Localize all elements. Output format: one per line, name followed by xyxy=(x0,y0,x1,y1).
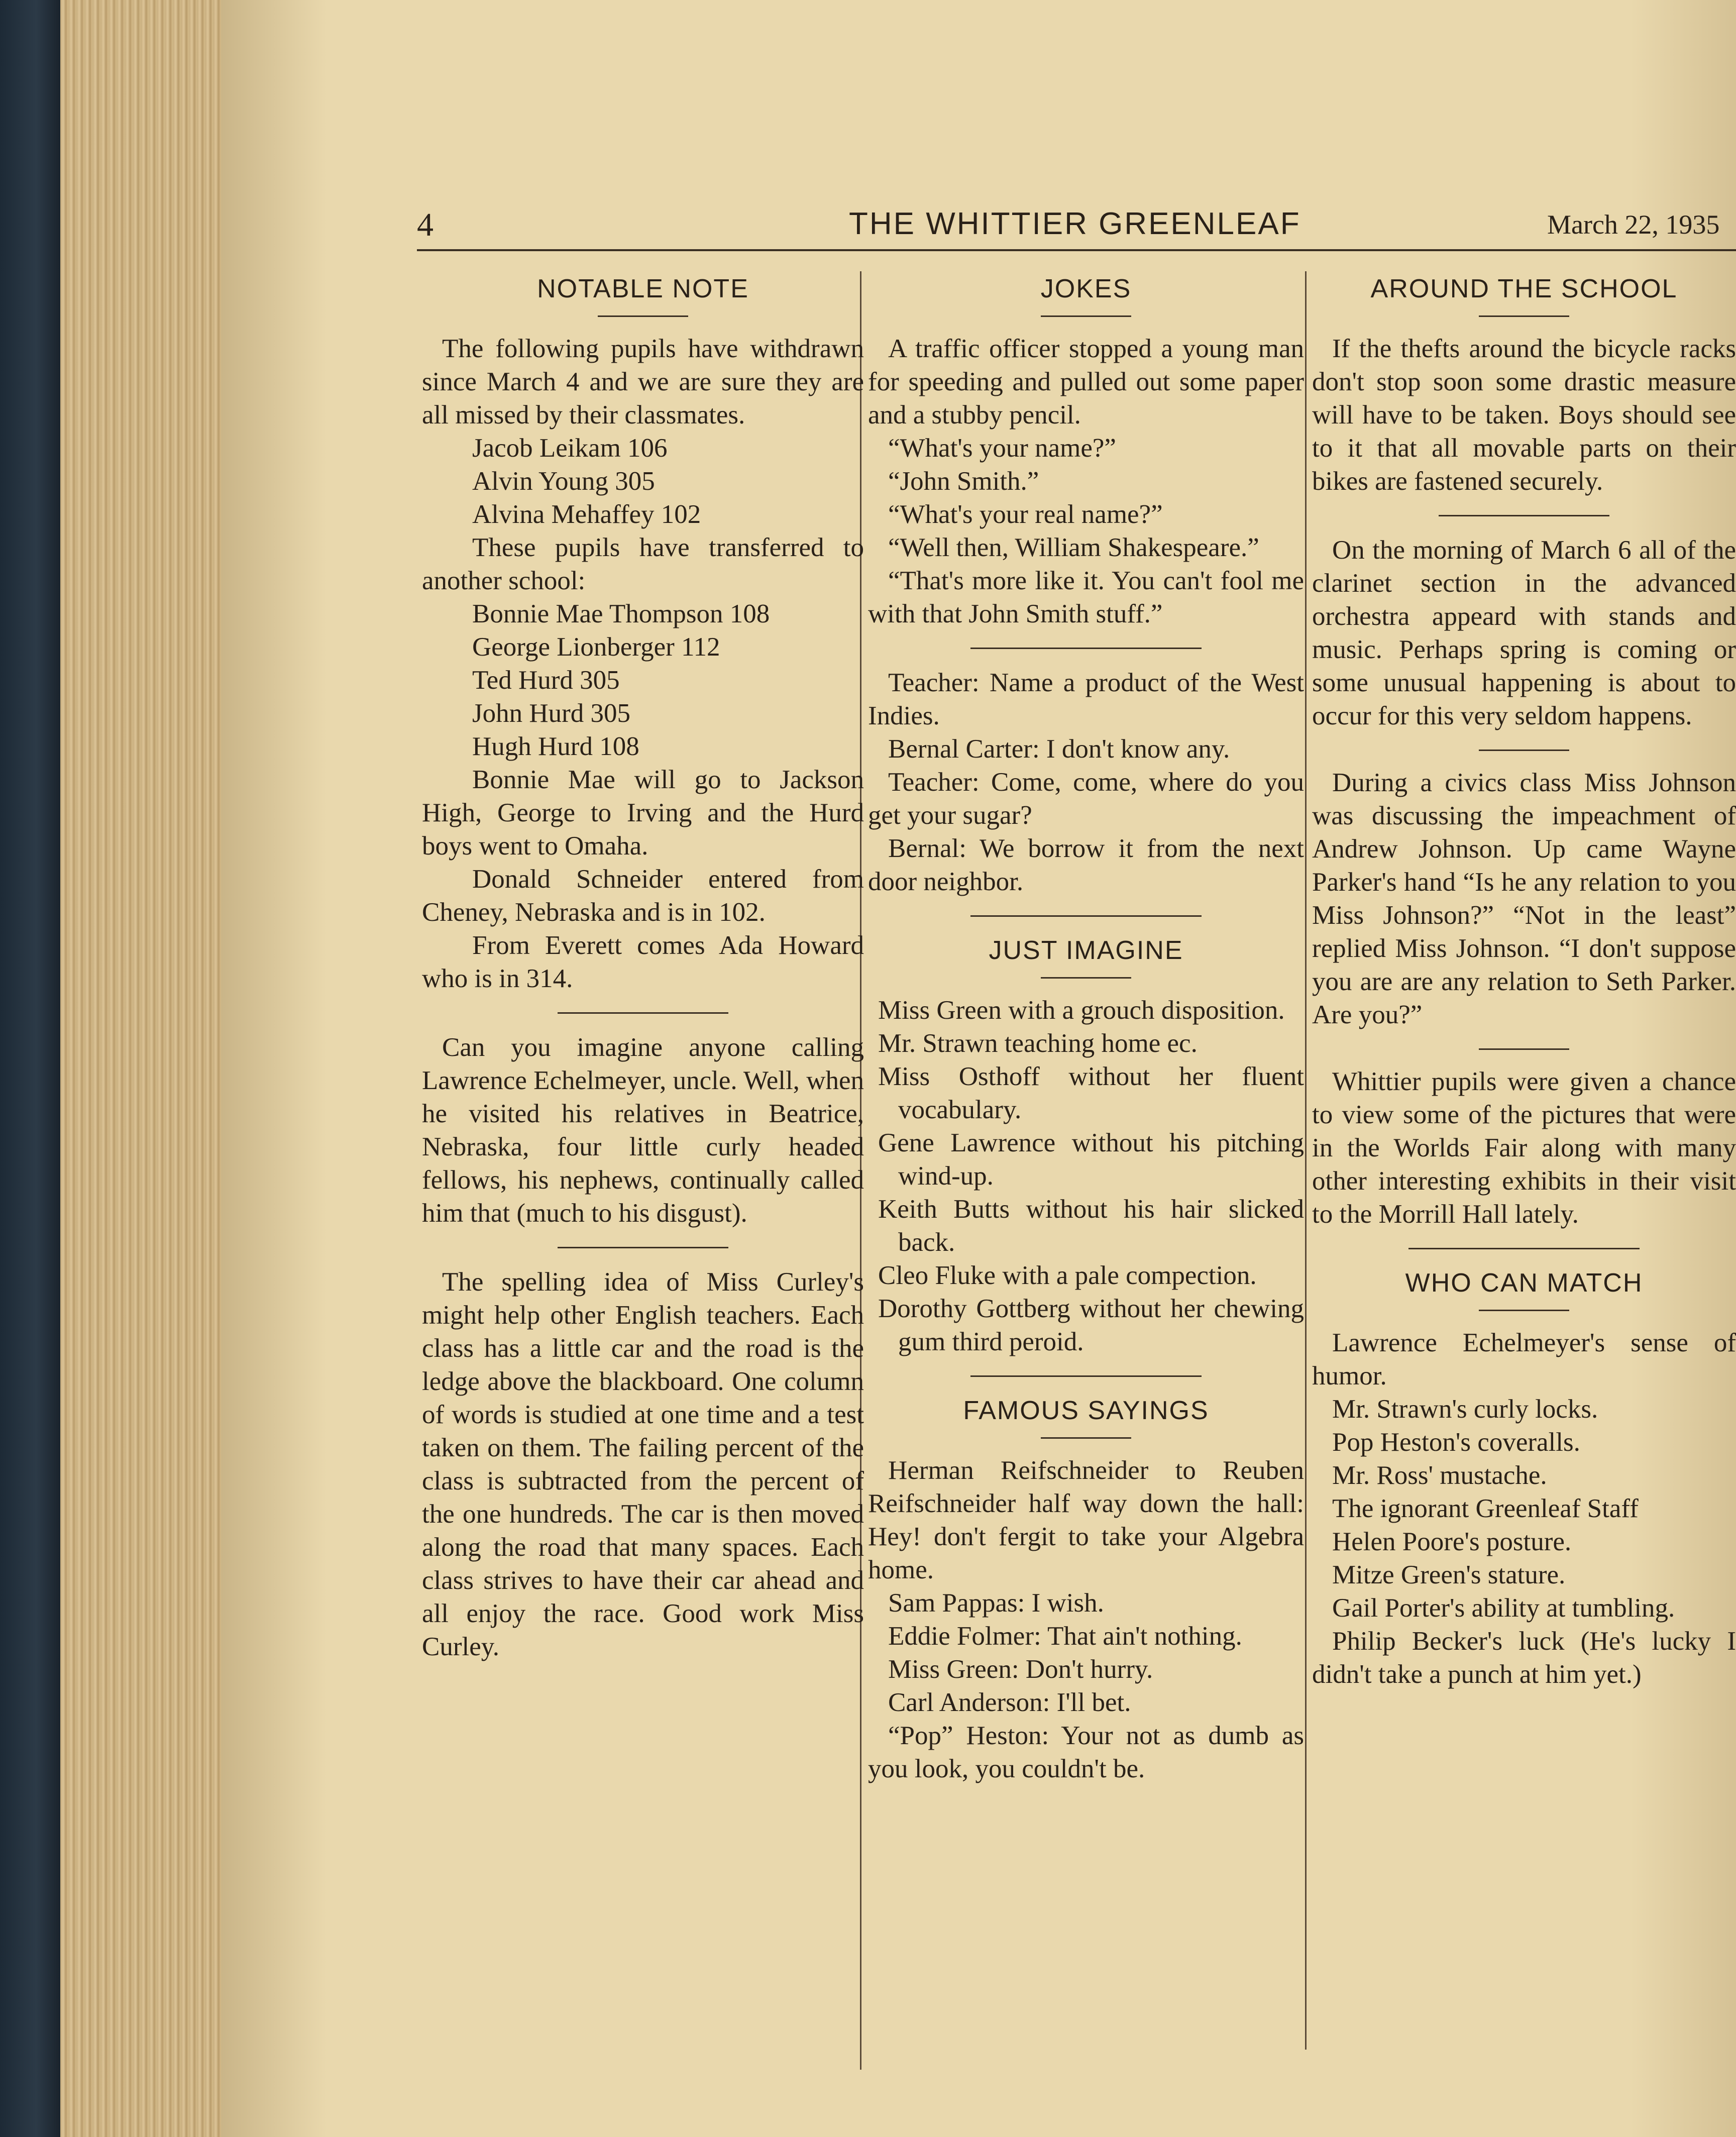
section-rule xyxy=(970,915,1202,917)
match-item: Pop Heston's coveralls. xyxy=(1332,1428,1580,1457)
joke-line: “What's your real name?” xyxy=(888,500,1163,529)
spelling-paragraph: The spelling idea of Miss Curley's might help other English teachers. Each class has a little car and the road is the ledge above the blackboard. One column of words is studied at one time and a test taken on them. The failing percent of the class is subtracted from the percent of the one hundreds. The car is then moved along the road that many spaces. Each class strives to have their car ahead and all enjoy the race. Good work Miss Curley. xyxy=(422,1267,864,1661)
clarinet-paragraph: On the morning of March 6 all of the clarinet section in the advanced orchestra appeard with stands and music. Perhaps spring is coming or some unusual happening is about to occur for this very seldom happens. xyxy=(1312,536,1736,730)
title-rule xyxy=(598,315,688,317)
transfer-intro: These pupils have transferred to another school: xyxy=(422,533,864,595)
page-stack-edges xyxy=(60,0,241,2137)
section-rule xyxy=(1479,750,1569,751)
notable-intro: The following pupils have withdrawn since March 4 and we are sure they are all missed by their classmates. xyxy=(422,334,864,430)
thefts-paragraph: If the thefts around the bicycle racks don't stop soon some drastic measure will have to be taken. Boys should see to it that all movable parts on their bikes are fastened securely. xyxy=(1312,334,1736,496)
saying-line: Eddie Folmer: That ain't nothing. xyxy=(888,1622,1242,1651)
joke-line: A traffic officer stopped a young man for speeding and pulled out some paper and a stubby pencil. xyxy=(868,334,1304,430)
section-rule xyxy=(1479,1048,1569,1050)
title-rule xyxy=(1479,315,1569,317)
title-rule xyxy=(1041,1437,1131,1439)
book-cover-edge xyxy=(0,0,60,2137)
transferred-pupil: Ted Hurd 305 xyxy=(472,666,620,695)
transferred-pupil: John Hurd 305 xyxy=(472,699,631,728)
saying-line: Herman Reifschneider to Reuben Reifschneider half way down the hall: Hey! don't fergit to take your Algebra home. xyxy=(868,1456,1304,1584)
imagine-item: Mr. Strawn teaching home ec. xyxy=(878,1029,1198,1058)
imagine-item: Gene Lawrence without his pitching wind-up. xyxy=(878,1128,1304,1191)
match-item: Lawrence Echelmeyer's sense of humor. xyxy=(1312,1328,1736,1391)
column-left xyxy=(422,266,864,1663)
imagine-item: Dorothy Gottberg without her chewing gum third peroid. xyxy=(878,1294,1304,1356)
joke-line: Teacher: Name a product of the West Indies. xyxy=(868,668,1304,730)
joke-line: “Well then, William Shakespeare.” xyxy=(888,533,1259,562)
section-title-just-imagine: JUST IMAGINE xyxy=(989,936,1183,965)
imagine-item: Keith Butts without his hair slicked back. xyxy=(878,1195,1304,1257)
saying-line: Miss Green: Don't hurry. xyxy=(888,1655,1153,1684)
section-title-around-the-school: AROUND THE SCHOOL xyxy=(1370,274,1678,303)
imagine-item: Cleo Fluke with a pale compection. xyxy=(878,1261,1257,1290)
match-item: Mr. Ross' mustache. xyxy=(1332,1461,1547,1490)
section-title-who-can-match: WHO CAN MATCH xyxy=(1405,1268,1643,1298)
page-header xyxy=(417,206,1736,248)
section-rule xyxy=(558,1247,728,1248)
title-rule xyxy=(1041,315,1131,317)
saying-line: Sam Pappas: I wish. xyxy=(888,1588,1104,1618)
joke-line: “What's your name?” xyxy=(888,434,1116,463)
joke-line: “John Smith.” xyxy=(888,467,1039,496)
imagine-item: Miss Green with a grouch disposition. xyxy=(878,996,1285,1025)
match-item: The ignorant Greenleaf Staff xyxy=(1332,1494,1639,1523)
uncle-paragraph: Can you imagine anyone calling Lawrence Echelmeyer, uncle. Well, when he visited his relatives in Beatrice, Nebraska, four little curly headed fellows, his nephews, continually called him that (much to his disgust). xyxy=(422,1033,864,1228)
masthead: THE WHITTIER GREENLEAF xyxy=(849,206,1301,241)
transfer-note: Bonnie Mae will go to Jackson High, George to Irving and the Hurd boys went to Omaha. xyxy=(422,765,864,861)
section-title-famous-sayings: FAMOUS SAYINGS xyxy=(963,1396,1209,1425)
column-right xyxy=(1312,266,1736,1691)
match-item: Mr. Strawn's curly locks. xyxy=(1332,1395,1598,1424)
transferred-pupil: Bonnie Mae Thompson 108 xyxy=(472,599,770,628)
section-title-jokes: JOKES xyxy=(1040,274,1132,303)
joke-line: Bernal Carter: I don't know any. xyxy=(888,734,1230,764)
saying-line: “Pop” Heston: Your not as dumb as you look, you couldn't be. xyxy=(868,1721,1304,1783)
joke-line: Bernal: We borrow it from the next door neighbor. xyxy=(868,834,1304,896)
match-item: Philip Becker's luck (He's lucky I didn't take a punch at him yet.) xyxy=(1312,1627,1736,1689)
column-divider xyxy=(1305,271,1307,2050)
withdrawn-pupil: Alvin Young 305 xyxy=(472,467,655,496)
transferred-pupil: Hugh Hurd 108 xyxy=(472,732,639,761)
section-rule xyxy=(970,648,1202,649)
section-rule xyxy=(1439,515,1609,516)
withdrawn-pupil: Jacob Leikam 106 xyxy=(472,434,668,463)
title-rule xyxy=(1479,1310,1569,1311)
page-number: 4 xyxy=(417,206,433,243)
section-rule xyxy=(558,1012,728,1014)
header-rule xyxy=(417,249,1736,251)
section-title-notable-note: NOTABLE NOTE xyxy=(537,274,749,303)
civics-paragraph: During a civics class Miss Johnson was discussing the impeachment of Andrew Johnson. Up came Wayne Parker's hand “Is he any relation to you Miss Johnson?” “Not in the least” replied Miss Johnson. “I don't suppose you are are any relation to Seth Parker. Are you?” xyxy=(1312,768,1736,1029)
section-rule xyxy=(1408,1248,1640,1249)
ada-note: From Everett comes Ada Howard who is in 314. xyxy=(422,931,864,993)
match-item: Helen Poore's posture. xyxy=(1332,1527,1572,1556)
joke-line: “That's more like it. You can't fool me with that John Smith stuff.” xyxy=(868,566,1304,628)
transferred-pupil: George Lionberger 112 xyxy=(472,632,720,662)
imagine-item: Miss Osthoff without her fluent vocabulary. xyxy=(878,1062,1304,1124)
column-middle xyxy=(868,266,1304,1785)
fair-paragraph: Whittier pupils were given a chance to view some of the pictures that were in the Worlds Fair along with many other interesting exhibits in their visit to the Morrill Hall lately. xyxy=(1312,1067,1736,1229)
section-rule xyxy=(970,1375,1202,1377)
match-item: Mitze Green's stature. xyxy=(1332,1560,1566,1589)
title-rule xyxy=(1041,977,1131,979)
match-item: Gail Porter's ability at tumbling. xyxy=(1332,1593,1675,1623)
donald-note: Donald Schneider entered from Cheney, Nebraska and is in 102. xyxy=(422,865,864,927)
saying-line: Carl Anderson: I'll bet. xyxy=(888,1688,1131,1717)
withdrawn-pupil: Alvina Mehaffey 102 xyxy=(472,500,701,529)
issue-date: March 22, 1935 xyxy=(1547,209,1720,240)
joke-line: Teacher: Come, come, where do you get your sugar? xyxy=(868,768,1304,830)
